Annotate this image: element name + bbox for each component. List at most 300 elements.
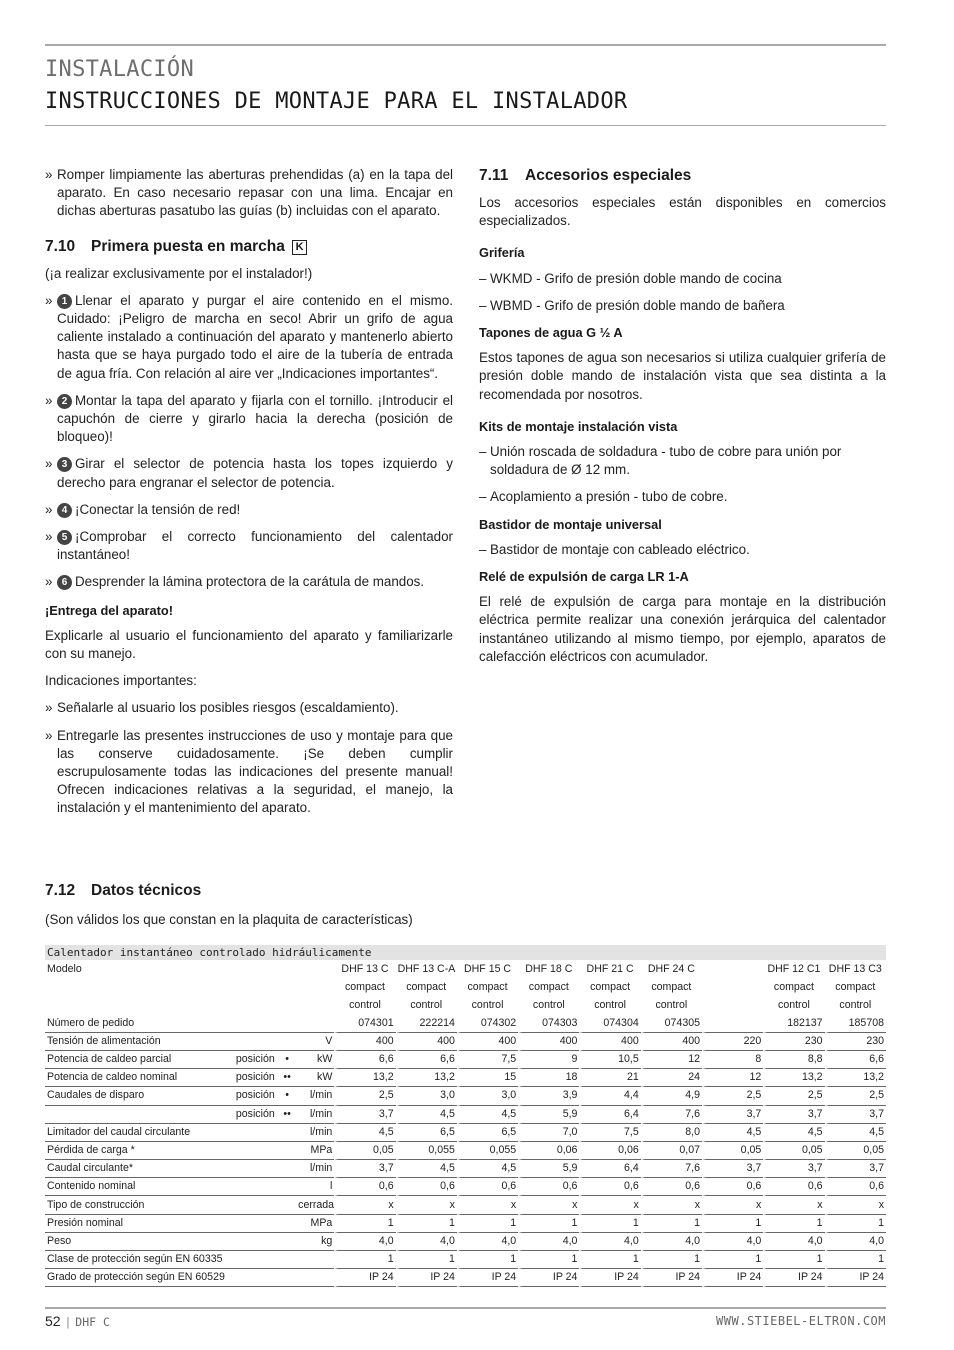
value-cell: 7,5	[457, 1051, 518, 1069]
value-cell: 4,5	[396, 1160, 457, 1178]
value-cell: 074305	[641, 1015, 702, 1033]
step-number-icon: 3	[57, 457, 72, 472]
row-label: Presión nominal	[45, 1215, 234, 1233]
page-title: INSTRUCCIONES DE MONTAJE PARA EL INSTALADOR	[45, 89, 628, 114]
value-cell: 4,0	[825, 1233, 886, 1251]
row-dots	[278, 1160, 296, 1178]
step-item: » 4 ¡Conectar la tensión de red!	[45, 501, 241, 517]
model-name-cell: control	[349, 998, 381, 1011]
value-cell: IP 24	[457, 1269, 518, 1287]
value-cell: 4,5	[825, 1124, 886, 1142]
value-cell: 1	[396, 1215, 457, 1233]
model-header-row	[45, 978, 886, 996]
table-row	[45, 1215, 886, 1233]
value-cell: 4,4	[579, 1087, 640, 1105]
value-cell: 4,0	[334, 1233, 395, 1251]
value-cell: 1	[702, 1251, 763, 1269]
value-cell: 9	[518, 1051, 579, 1069]
model-name-cell: compact	[406, 980, 447, 993]
row-label: Grado de protección según EN 60529	[45, 1269, 234, 1287]
value-cell: 2,5	[702, 1087, 763, 1105]
header-bottom-rule	[45, 125, 886, 126]
value-cell: 21	[579, 1069, 640, 1087]
row-label: Tensión de alimentación	[45, 1033, 234, 1051]
value-cell: x	[457, 1196, 518, 1214]
row-unit: l	[296, 1178, 334, 1196]
rele-heading: Relé de expulsión de carga LR 1-A	[479, 569, 689, 585]
value-cell: 4,0	[763, 1233, 824, 1251]
value-cell: 1	[457, 1215, 518, 1233]
row-position: posición	[234, 1069, 278, 1087]
model-name-cell: DHF 13 C3	[828, 962, 882, 975]
value-cell: IP 24	[518, 1269, 579, 1287]
step-item: » 1 Llenar el aparato y purgar el aire contenido en el mismo. Cuidado: ¡Peligro de marcha en seco! Abrir un grifo de agua caliente instalado a continuación del aparato y mantenerlo abierto hasta que se haya purgado todo el aire de la tubería de entrada de agua fría. Con relación al aire ver „Indicaciones importantes“.	[45, 292, 453, 381]
row-dots	[278, 1233, 296, 1251]
tech-data-table	[45, 945, 886, 1287]
footer-rule	[45, 1307, 886, 1309]
step-number-icon: 6	[57, 575, 72, 590]
value-cell: 230	[763, 1033, 824, 1051]
value-cell: 12	[641, 1051, 702, 1069]
griferia-heading: Grifería	[479, 245, 525, 261]
value-cell: 8,8	[763, 1051, 824, 1069]
table-row	[45, 1251, 886, 1269]
value-cell: 12	[702, 1069, 763, 1087]
title-block	[45, 55, 886, 117]
value-cell: IP 24	[825, 1269, 886, 1287]
value-cell: 5,9	[518, 1160, 579, 1178]
header-spacer	[296, 960, 334, 978]
model-name-cell: control	[471, 998, 504, 1011]
header-top-rule	[45, 44, 886, 46]
handover-heading: ¡Entrega del aparato!	[45, 602, 173, 618]
griferia-item: – WKMD - Grifo de presión doble mando de cocina	[479, 270, 782, 286]
value-cell: 4,5	[702, 1124, 763, 1142]
model-header-row	[45, 996, 886, 1014]
step-item: » 3 Girar el selector de potencia hasta los topes izquierdo y derecho para engranar el selector de potencia.	[45, 456, 453, 490]
row-unit: cerrada	[296, 1196, 334, 1214]
page-number: 52 | DHF C	[45, 1313, 110, 1329]
value-cell: 0,6	[396, 1178, 457, 1196]
value-cell: 4,5	[763, 1124, 824, 1142]
installer-note: (¡a realizar exclusivamente por el instalador!)	[45, 265, 313, 281]
row-dots	[278, 1015, 296, 1033]
model-name-cell: DHF 18 C	[525, 962, 573, 975]
section-7-12-heading: 7.12 Datos técnicos	[45, 882, 202, 899]
model-name-cell: compact	[528, 980, 569, 993]
bastidor-heading: Bastidor de montaje universal	[479, 516, 662, 532]
row-position	[234, 1178, 278, 1196]
right-column	[479, 166, 886, 675]
model-header-row	[45, 960, 886, 978]
step-item: » 6 Desprender la lámina protectora de la carátula de mandos.	[45, 574, 425, 590]
header-spacer	[234, 996, 278, 1014]
header-spacer	[296, 978, 334, 996]
value-cell: 7,6	[641, 1160, 702, 1178]
model-name-cell: compact	[344, 980, 385, 993]
value-cell: x	[518, 1196, 579, 1214]
value-cell: 0,055	[457, 1142, 518, 1160]
section-heading: INSTALACIÓN	[45, 57, 194, 82]
value-cell: 13,2	[825, 1069, 886, 1087]
value-cell: 6,6	[334, 1051, 395, 1069]
row-dots	[278, 1124, 296, 1142]
value-cell: x	[763, 1196, 824, 1214]
table-row	[45, 1160, 886, 1178]
model-name-cell: DHF 12 C1	[767, 962, 821, 975]
value-cell: 1	[334, 1251, 395, 1269]
value-cell: 6,5	[457, 1124, 518, 1142]
value-cell: 1	[579, 1251, 640, 1269]
model-name-cell: control	[839, 998, 872, 1011]
value-cell: 074301	[334, 1015, 395, 1033]
value-cell: 13,2	[763, 1069, 824, 1087]
value-cell: 4,9	[641, 1087, 702, 1105]
tapones-text: Estos tapones de agua son necesarios si utiliza cualquier grifería de presión doble mando de instalación vista que sea distinta a la recomendada por nosotros.	[479, 350, 886, 402]
value-cell: 182137	[763, 1015, 824, 1033]
row-unit	[296, 1015, 334, 1033]
value-cell: x	[641, 1196, 702, 1214]
value-cell: 1	[641, 1215, 702, 1233]
row-unit	[296, 1269, 334, 1287]
value-cell: 0,06	[579, 1142, 640, 1160]
row-label: Contenido nominal	[45, 1178, 234, 1196]
value-cell: 0,05	[825, 1142, 886, 1160]
value-cell: 1	[825, 1215, 886, 1233]
table-row	[45, 1087, 886, 1105]
startup-steps	[45, 292, 453, 592]
model-name-cell: control	[778, 998, 810, 1011]
value-cell: 1	[825, 1251, 886, 1269]
value-cell: 400	[579, 1033, 640, 1051]
step-item: » 2 Montar la tapa del aparato y fijarla con el tornillo. ¡Introducir el capuchón de cierre y girarlo hacia la derecha (posición de bloqueo)!	[45, 392, 453, 445]
value-cell: 5,9	[518, 1106, 579, 1124]
model-name-cell: compact	[773, 980, 814, 993]
value-cell: 4,0	[457, 1233, 518, 1251]
row-dots	[278, 1178, 296, 1196]
value-cell: 0,6	[334, 1178, 395, 1196]
k-badge-icon: K	[292, 240, 307, 255]
header-spacer	[278, 996, 296, 1014]
value-cell: 8,0	[641, 1124, 702, 1142]
value-cell: 7,0	[518, 1124, 579, 1142]
row-unit: V	[296, 1033, 334, 1051]
row-position	[234, 1233, 278, 1251]
table-row	[45, 1178, 886, 1196]
value-cell: 220	[702, 1033, 763, 1051]
value-cell: 400	[518, 1033, 579, 1051]
note-bullet: » Señalarle al usuario los posibles riesgos (escaldamiento).	[45, 700, 399, 716]
row-label	[45, 1106, 234, 1124]
value-cell: 400	[396, 1033, 457, 1051]
row-dots	[278, 1251, 296, 1269]
row-position	[234, 1215, 278, 1233]
accessories-intro: Los accesorios especiales están disponibles en comercios especializados.	[479, 195, 886, 229]
model-name-cell: control	[655, 998, 688, 1011]
value-cell: 1	[396, 1251, 457, 1269]
table-row	[45, 1015, 886, 1033]
model-name-cell	[702, 978, 763, 996]
value-cell: 1	[334, 1215, 395, 1233]
rele-text: El relé de expulsión de carga para montaje en la distribución eléctrica permite realizar una conexión jerárquica del calentador instantáneo utilizando al mismo tiempo, por ejemplo, aparatos de calefacción eléctricos con acumulador.	[479, 594, 886, 664]
value-cell: IP 24	[579, 1269, 640, 1287]
value-cell: x	[396, 1196, 457, 1214]
value-cell: 222214	[396, 1015, 457, 1033]
row-unit: kW	[296, 1051, 334, 1069]
row-label: Caudales de disparo	[45, 1087, 234, 1105]
table-row	[45, 1196, 886, 1214]
website-link[interactable]: WWW.STIEBEL-ELTRON.COM	[716, 1314, 886, 1328]
value-cell: IP 24	[763, 1269, 824, 1287]
table-caption: Calentador instantáneo controlado hidráulicamente	[45, 945, 886, 960]
value-cell: 4,0	[641, 1233, 702, 1251]
table-row	[45, 1124, 886, 1142]
row-unit: l/min	[296, 1160, 334, 1178]
row-unit: kW	[296, 1069, 334, 1087]
value-cell: 8	[702, 1051, 763, 1069]
row-label: Número de pedido	[45, 1015, 234, 1033]
value-cell: 0,6	[457, 1178, 518, 1196]
value-cell: 230	[825, 1033, 886, 1051]
value-cell: 7,5	[579, 1124, 640, 1142]
value-cell: 0,6	[641, 1178, 702, 1196]
document-code: DHF C	[75, 1315, 110, 1329]
row-dots	[278, 1269, 296, 1287]
row-label: Pérdida de carga *	[45, 1142, 234, 1160]
value-cell: 13,2	[334, 1069, 395, 1087]
value-cell: 0,07	[641, 1142, 702, 1160]
value-cell: 24	[641, 1069, 702, 1087]
row-position	[234, 1251, 278, 1269]
table-row	[45, 1106, 886, 1124]
section-7-11-heading: 7.11 Accesorios especiales	[479, 167, 692, 184]
footer	[45, 1313, 886, 1329]
row-unit	[296, 1251, 334, 1269]
value-cell: x	[825, 1196, 886, 1214]
value-cell: 3,7	[334, 1106, 395, 1124]
value-cell: 1	[641, 1251, 702, 1269]
row-label: Caudal circulante*	[45, 1160, 234, 1178]
value-cell: 6,6	[396, 1051, 457, 1069]
header-spacer	[234, 960, 278, 978]
table-row	[45, 1069, 886, 1087]
value-cell: 2,5	[334, 1087, 395, 1105]
row-position: posición	[234, 1051, 278, 1069]
row-position	[234, 1196, 278, 1214]
model-label	[45, 996, 234, 1014]
table-row	[45, 1033, 886, 1051]
step-number-icon: 4	[57, 503, 72, 518]
value-cell: 15	[457, 1069, 518, 1087]
value-cell: 0,6	[763, 1178, 824, 1196]
table-caption-row	[45, 945, 886, 960]
model-name-cell: compact	[590, 980, 631, 993]
row-dots: ••	[278, 1069, 296, 1087]
kits-item: – Unión roscada de soldadura - tubo de cobre para unión por soldadura de Ø 12 mm.	[479, 444, 842, 478]
row-label: Potencia de caldeo nominal	[45, 1069, 234, 1087]
value-cell: 6,4	[579, 1160, 640, 1178]
value-cell: 13,2	[396, 1069, 457, 1087]
model-name-cell: compact	[835, 980, 876, 993]
row-unit: l/min	[296, 1106, 334, 1124]
value-cell: 3,7	[702, 1160, 763, 1178]
value-cell: 1	[763, 1251, 824, 1269]
value-cell: 074304	[579, 1015, 640, 1033]
value-cell: 1	[579, 1215, 640, 1233]
value-cell: 6,5	[396, 1124, 457, 1142]
value-cell: 0,06	[518, 1142, 579, 1160]
value-cell: IP 24	[702, 1269, 763, 1287]
tech-data-note: (Son válidos los que constan en la plaquita de características)	[45, 912, 413, 927]
row-position	[234, 1033, 278, 1051]
value-cell: IP 24	[334, 1269, 395, 1287]
value-cell: 3,9	[518, 1087, 579, 1105]
value-cell: 0,6	[825, 1178, 886, 1196]
important-notes-label: Indicaciones importantes:	[45, 673, 197, 689]
header-spacer	[234, 978, 278, 996]
left-column	[45, 166, 453, 827]
row-unit: MPa	[296, 1142, 334, 1160]
row-position	[234, 1269, 278, 1287]
value-cell: 3,7	[763, 1106, 824, 1124]
row-position	[234, 1160, 278, 1178]
value-cell: 3,7	[763, 1160, 824, 1178]
value-cell: 0,6	[518, 1178, 579, 1196]
value-cell	[702, 1015, 763, 1033]
table-row	[45, 1051, 886, 1069]
bastidor-item: – Bastidor de montaje con cableado eléctrico.	[479, 541, 750, 557]
row-position	[234, 1015, 278, 1033]
value-cell: x	[579, 1196, 640, 1214]
value-cell: 4,0	[396, 1233, 457, 1251]
value-cell: 2,5	[825, 1087, 886, 1105]
note-bullet: » Entregarle las presentes instrucciones de uso y montaje para que las conserve cuidadosamente. ¡Se deben cumplir escrupulosamente todas las indicaciones del presente manual! Ofrecen indicaciones relativas a la seguridad, el manejo, la instalación y el mantenimiento del aparato.	[45, 727, 453, 816]
model-name-cell: control	[410, 998, 443, 1011]
model-name-cell: DHF 13 C	[341, 962, 389, 975]
value-cell: 074302	[457, 1015, 518, 1033]
value-cell: 3,7	[825, 1160, 886, 1178]
row-label: Peso	[45, 1233, 234, 1251]
value-cell: 3,7	[702, 1106, 763, 1124]
model-name-cell	[702, 996, 763, 1014]
row-unit: l/min	[296, 1124, 334, 1142]
value-cell: 1	[702, 1215, 763, 1233]
value-cell: 3,0	[457, 1087, 518, 1105]
header-spacer	[296, 996, 334, 1014]
value-cell: 3,7	[334, 1160, 395, 1178]
row-position: posición	[234, 1087, 278, 1105]
value-cell: 1	[518, 1215, 579, 1233]
value-cell: 400	[334, 1033, 395, 1051]
model-label: Modelo	[47, 962, 82, 975]
value-cell: 4,0	[702, 1233, 763, 1251]
intro-bullet: » Romper limpiamente las aberturas prehendidas (a) en la tapa del aparato. En caso necesario repasar con una lima. Encajar en dichas aberturas pasatubo las guías (b) incluidas con el aparato.	[45, 167, 453, 219]
value-cell: 400	[641, 1033, 702, 1051]
row-position: posición	[234, 1106, 278, 1124]
value-cell: 2,5	[763, 1087, 824, 1105]
row-unit: l/min	[296, 1087, 334, 1105]
value-cell: 1	[518, 1251, 579, 1269]
row-label: Clase de protección según EN 60335	[45, 1251, 234, 1269]
handover-text: Explicarle al usuario el funcionamiento del aparato y familiarizarle con su manejo.	[45, 627, 453, 662]
value-cell: 6,4	[579, 1106, 640, 1124]
step-item: » 5 ¡Comprobar el correcto funcionamiento del calentador instantáneo!	[45, 529, 453, 563]
model-name-cell: compact	[651, 980, 692, 993]
table-row	[45, 1233, 886, 1251]
value-cell: 074303	[518, 1015, 579, 1033]
row-dots	[278, 1033, 296, 1051]
value-cell: x	[334, 1196, 395, 1214]
step-number-icon: 2	[57, 394, 72, 409]
model-name-cell: DHF 15 C	[463, 962, 512, 975]
row-unit: MPa	[296, 1215, 334, 1233]
value-cell: 3,0	[396, 1087, 457, 1105]
value-cell: 0,055	[396, 1142, 457, 1160]
value-cell: 0,6	[579, 1178, 640, 1196]
header-spacer	[278, 960, 296, 978]
value-cell: 10,5	[579, 1051, 640, 1069]
row-position	[234, 1142, 278, 1160]
row-label: Potencia de caldeo parcial	[45, 1051, 234, 1069]
value-cell: 0,05	[702, 1142, 763, 1160]
value-cell: 6,6	[825, 1051, 886, 1069]
step-number-icon: 5	[57, 530, 72, 545]
row-label: Tipo de construcción	[45, 1196, 234, 1214]
step-number-icon: 1	[57, 294, 72, 309]
value-cell: IP 24	[641, 1269, 702, 1287]
model-name-cell: DHF 21 C	[586, 962, 634, 975]
header-spacer	[278, 978, 296, 996]
section-7-12	[45, 880, 886, 927]
value-cell: 4,5	[457, 1160, 518, 1178]
row-dots	[278, 1196, 296, 1214]
value-cell: 18	[518, 1069, 579, 1087]
value-cell: IP 24	[396, 1269, 457, 1287]
model-label	[45, 978, 234, 996]
model-name-cell: DHF 24 C	[647, 962, 695, 975]
value-cell: 4,0	[518, 1233, 579, 1251]
griferia-item: – WBMD - Grifo de presión doble mando de bañera	[479, 297, 785, 313]
value-cell: 0,05	[334, 1142, 395, 1160]
row-position	[234, 1124, 278, 1142]
value-cell: 0,05	[763, 1142, 824, 1160]
table-row	[45, 1269, 886, 1287]
value-cell: 7,6	[641, 1106, 702, 1124]
row-dots: ••	[278, 1106, 296, 1124]
row-unit: kg	[296, 1233, 334, 1251]
value-cell: 3,7	[825, 1106, 886, 1124]
kits-heading: Kits de montaje instalación vista	[479, 418, 678, 434]
model-name-cell	[702, 960, 763, 978]
value-cell: 4,0	[579, 1233, 640, 1251]
model-name-cell: compact	[467, 980, 508, 993]
value-cell: 1	[457, 1251, 518, 1269]
value-cell: 185708	[825, 1015, 886, 1033]
model-name-cell: control	[594, 998, 626, 1011]
value-cell: 400	[457, 1033, 518, 1051]
value-cell: 0,6	[702, 1178, 763, 1196]
kits-item: – Acoplamiento a presión - tubo de cobre.	[479, 489, 728, 505]
value-cell: x	[702, 1196, 763, 1214]
row-dots	[278, 1215, 296, 1233]
row-label: Limitador del caudal circulante	[45, 1124, 234, 1142]
row-dots	[278, 1142, 296, 1160]
table-row	[45, 1142, 886, 1160]
value-cell: 4,5	[334, 1124, 395, 1142]
value-cell: 4,5	[396, 1106, 457, 1124]
model-name-cell: control	[532, 998, 565, 1011]
section-7-10-heading: 7.10 Primera puesta en marcha K	[45, 237, 453, 257]
